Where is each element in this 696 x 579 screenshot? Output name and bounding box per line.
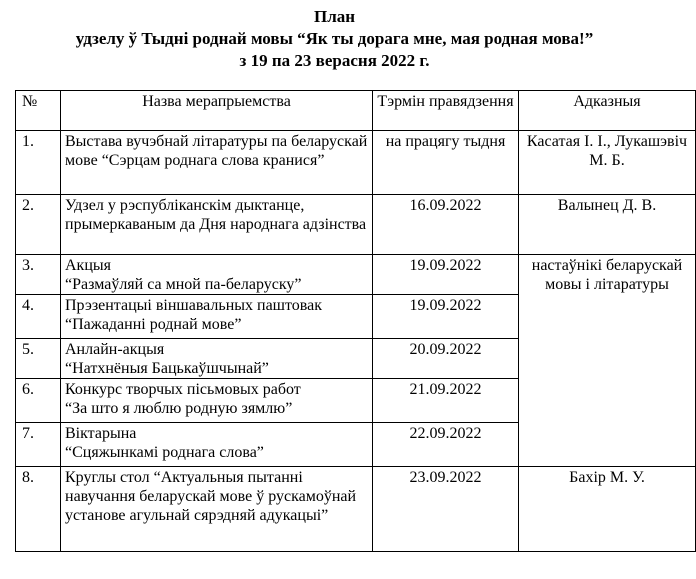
event-name: [61, 295, 373, 339]
row-number: 2.: [16, 195, 61, 255]
header-date: Тэрмін правядзення: [373, 91, 519, 131]
row-number: 4.: [16, 295, 61, 339]
event-name: Круглы стол “Актуальныя пытанні навучання беларускай мове ў рускамоўнай установе агульнай сярэдняй адукацыі”: [61, 467, 373, 552]
header-responsible: Адказныя: [519, 91, 696, 131]
event-name: Выстава вучэбнай літаратуры па беларускай мове “Сэрцам роднага слова кранися”: [61, 131, 373, 195]
table-row: [16, 255, 696, 295]
event-name-title: “Размаўляй са мной па-беларуску”: [65, 276, 302, 293]
event-responsible: Касатая І. І., Лукашэвіч М. Б.: [519, 131, 696, 195]
event-name: [61, 255, 373, 295]
merged-responsible: настаўнікі беларускай мовы і літаратуры: [519, 255, 696, 467]
event-date: 21.09.2022: [373, 379, 519, 423]
events-table: [15, 90, 696, 552]
event-name: [61, 423, 373, 467]
event-name-type: Конкурс творчых пісьмовых работ: [65, 381, 301, 398]
table-header-row: [16, 91, 696, 131]
event-name: [61, 339, 373, 379]
row-number: 3.: [16, 255, 61, 295]
plan-subtitle: удзелу ў Тыдні роднай мовы “Як ты дорага мне, мая родная мова!”: [75, 29, 594, 48]
row-number: 5.: [16, 339, 61, 379]
event-name: Удзел у рэспубліканскім дыктанце, прымеркаваным да Дня народнага адзінства: [61, 195, 373, 255]
event-date: на працягу тыдня: [373, 131, 519, 195]
event-responsible: Валынец Д. В.: [519, 195, 696, 255]
event-name-type: Анлайн-акцыя: [65, 341, 165, 358]
event-date: 23.09.2022: [373, 467, 519, 552]
table-row: [16, 195, 696, 255]
event-name-type: Віктарына: [65, 425, 137, 442]
event-date: 22.09.2022: [373, 423, 519, 467]
table-row: [16, 467, 696, 552]
event-date: 16.09.2022: [373, 195, 519, 255]
row-number: 8.: [16, 467, 61, 552]
event-name: [61, 379, 373, 423]
event-name-title: “За што я люблю родную зямлю”: [65, 400, 293, 417]
row-number: 7.: [16, 423, 61, 467]
event-responsible: Бахір М. У.: [519, 467, 696, 552]
event-date: 19.09.2022: [373, 255, 519, 295]
plan-dates: з 19 па 23 верасня 2022 г.: [239, 51, 430, 70]
header-event-name: Назва мерапрыемства: [61, 91, 373, 131]
event-date: 19.09.2022: [373, 295, 519, 339]
row-number: 6.: [16, 379, 61, 423]
event-name-title: “Сцяжынкамі роднага слова”: [65, 444, 264, 461]
event-name-type: Акцыя: [65, 257, 111, 274]
header-number: №: [16, 91, 61, 131]
plan-title: План: [313, 7, 356, 26]
table-row: [16, 131, 696, 195]
event-name-type: Прэзентацыі віншавальных паштовак: [65, 297, 322, 314]
event-name-title: “Натхнёныя Бацькаўшчынай”: [65, 360, 269, 377]
row-number: 1.: [16, 131, 61, 195]
event-name-title: “Пажаданні роднай мове”: [65, 316, 242, 333]
event-date: 20.09.2022: [373, 339, 519, 379]
